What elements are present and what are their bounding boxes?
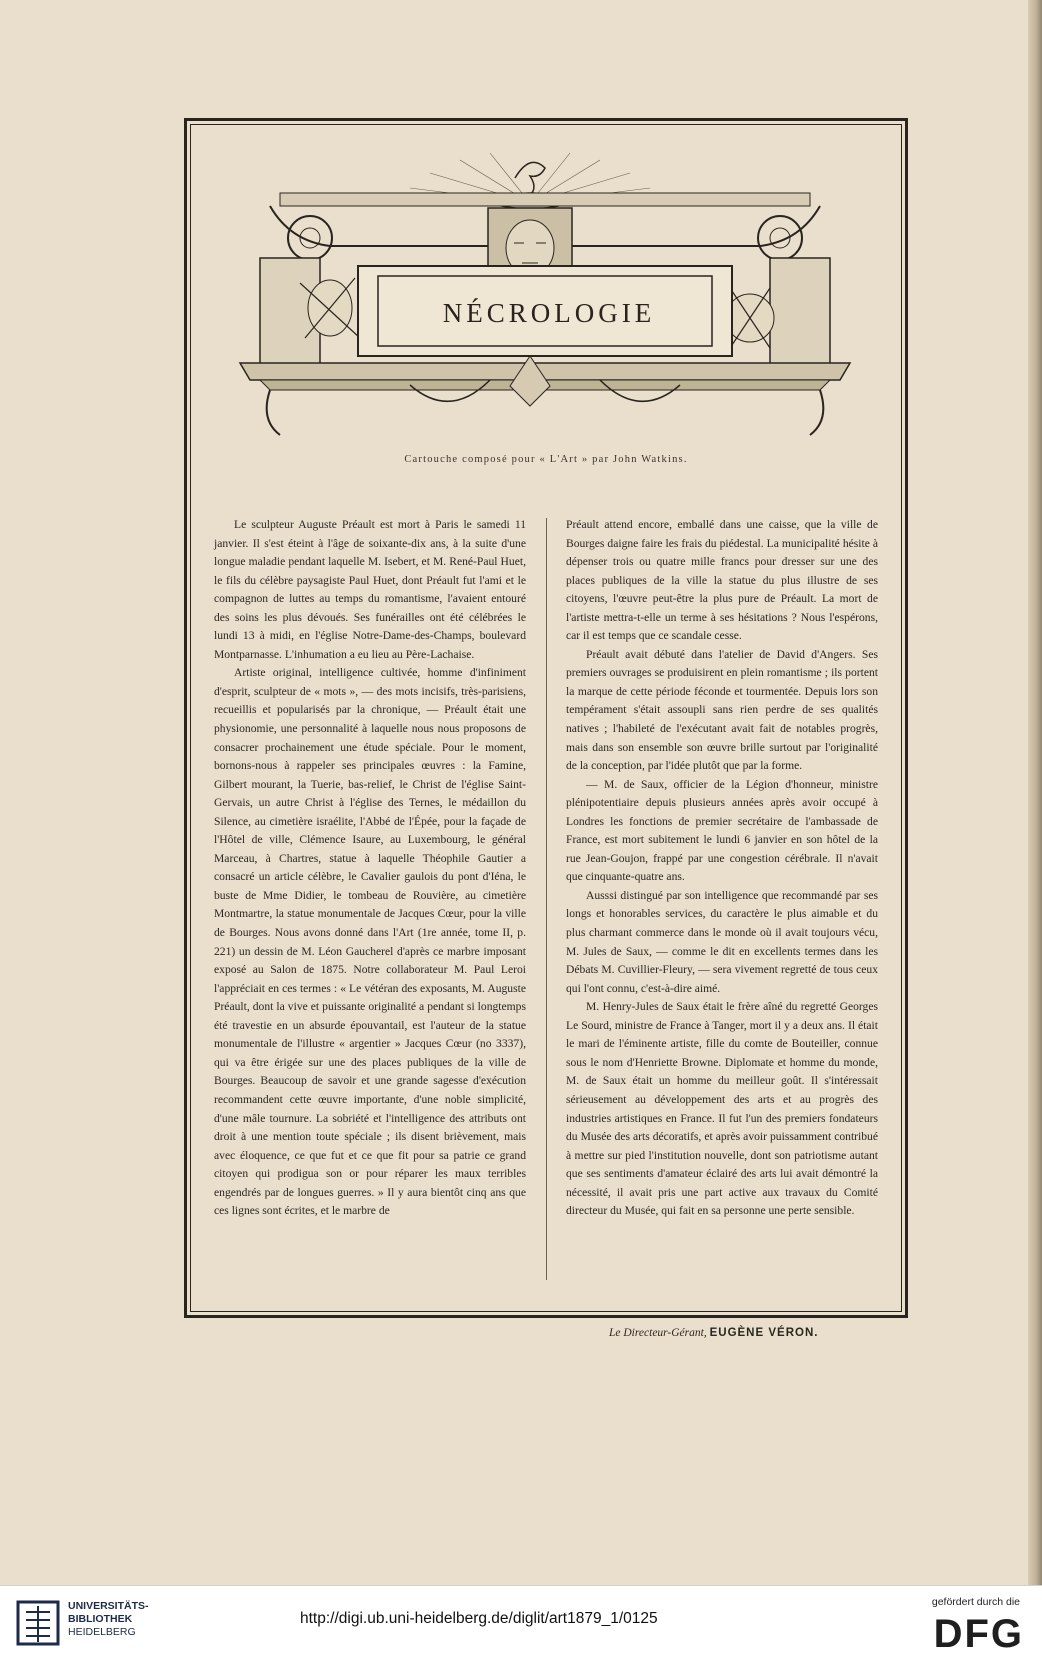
- column-divider: [546, 518, 547, 1280]
- library-line: BIBLIOTHEK: [68, 1613, 133, 1625]
- dfg-logo[interactable]: DFG: [933, 1612, 1024, 1656]
- paragraph: Préault avait débuté dans l'atelier de David d'Angers. Ses premiers ouvrages se produisirent en plein romantisme ; ils portent la marque de cette période féconde et tourmentée. Depuis lors son tempérament s'était assoupli sans rien perdre de ses qualités natives ; l'habileté de l'exécutant avait fait de notables progrès, mais dans son ensemble son œuvre brille surtout par l'originalité de la conception, par l'idée plutôt que par la forme.: [566, 647, 878, 773]
- university-seal-icon: [14, 1598, 62, 1648]
- paragraph: M. Henry-Jules de Saux était le frère aîné du regretté Georges Le Sourd, ministre de France à Tanger, mort il y a deux ans. Il était le mari de l'éminente artiste, fille du comte de Bouteiller, connue sous le nom d'Henriette Browne. Diplomate et homme du monde, M. de Saux était un homme du meilleur goût. Il s'intéressait sérieusement au développement des arts et au progrès des industries artistiques en France. Il fut l'un des premiers fondateurs du Musée des arts décoratifs, et après avoir puissamment contribué à mettre sur pied l'institution nouvelle, dont son patriotisme autant que ses sentiments d'amateur éclairé des arts lui avait démontré la nécessité, il avait pris une part active aux travaux du Comité directeur du Musée, qui fait en sa personne une perte sensible.: [566, 1000, 878, 1218]
- article-columns: [214, 516, 878, 1288]
- paragraph: — M. de Saux, officier de la Légion d'honneur, ministre plénipotentiaire depuis plusieurs années après avoir occupé à Londres les fonctions de premier secrétaire de l'ambassade de France, est mort subitement le lundi 6 janvier en son hôtel de la rue Jean-Goujon, frappé par une congestion cérébrale. Il n'avait que cinquante-quatre ans.: [566, 777, 878, 884]
- right-column: [566, 516, 878, 1288]
- cartouche-ornament-icon: [230, 148, 860, 440]
- left-column: [214, 516, 526, 1288]
- funder-label: gefördert durch die: [931, 1596, 1020, 1608]
- paragraph: Préault attend encore, emballé dans une caisse, que la ville de Bourges daigne faire les frais du piédestal. La municipalité hésite à dépenser trois ou quatre mille francs pour dresser sur une des places publiques de la ville la statue du plus illustre de ses citoyens, l'œuvre peut-être la plus pure de Préault. La mort de l'artiste mettra-t-elle un terme à ses hésitations ? Nous l'espérons, car il est temps que ce scandale cesse.: [566, 518, 878, 643]
- cartouche-engraving: [230, 148, 860, 440]
- page-edge: [1028, 0, 1042, 1585]
- signature-name: EUGÈNE VÉRON.: [709, 1327, 819, 1339]
- cartouche-title: NÉCROLOGIE: [442, 298, 656, 328]
- signature: [609, 1327, 909, 1339]
- library-line: UNIVERSITÄTS-: [68, 1600, 149, 1612]
- paragraph: Artiste original, intelligence cultivée, homme d'infiniment d'esprit, sculpteur de « mots », — des mots incisifs, très-parisiens, recueillis et popularisés par la chronique, — Préault était une physionomie, une personnalité à laquelle nous nous proposons de consacrer prochainement une étude spéciale. Pour le moment, bornons-nous à rappeler ses principales œuvres : la Famine, Gilbert mourant, la Tuerie, bas-relief, le Christ de l'église Saint-Gervais, un autre Christ à l'église des Ternes, le médaillon du Silence, au cimetière israélite, l'Abbé de l'Épée, pour la façade de l'Hôtel de ville, Clémence Isaure, au Luxembourg, le général Marceau, à Chartres, statue à laquelle Théophile Gautier a consacré un article célèbre, le Cavalier gaulois du pont d'Iéna, le buste de Mme Didier, le tombeau de Rouvière, au cimetière Montmartre, la statue monumentale de Jacques Cœur, pour la ville de Bourges. Nous avons donné dans l'Art (1re année, tome II, p. 221) un dessin de M. Léon Gaucherel d'après ce marbre imposant exposé au Salon de 1875. Notre collaborateur M. Paul Leroi l'appréciait en ces termes : « Le vétéran des exposants, M. Auguste Préault, dont la vive et puissante originalité a pendant si longtemps été travestie en un absurde épouvantail, est l'auteur de la statue monumentale de l'illustre « argentier » Jacques Cœur (no 3337), qui va être érigée sur une des places publiques de la ville de Bourges. Beaucoup de savoir et une grande sagesse d'exécution recommandent cette œuvre importante, d'une noble simplicité, d'une mâle tournure. La sobriété et l'intelligence des attributs ont droit à une mention toute spéciale ; ils disent brièvement, mais avec éloquence, ce que fut et ce que fit pour sa patrie ce grand citoyen qui prodigua son or pour réparer les maux terribles engendrés par de longues guerres. » Il y aura bientôt cinq ans que ces lignes sont écrites, et le marbre de: [214, 666, 526, 1218]
- signature-role: Le Directeur-Gérant,: [609, 1327, 707, 1339]
- cartouche-caption: Cartouche composé pour « L'Art » par John Watkins.: [404, 454, 688, 465]
- library-name[interactable]: [68, 1600, 149, 1639]
- permalink-url[interactable]: http://digi.ub.uni-heidelberg.de/diglit/art1879_1/0125: [300, 1610, 658, 1627]
- library-line: HEIDELBERG: [68, 1626, 136, 1638]
- paragraph: Ausssi distingué par son intelligence que recommandé par ses longs et honorables services, du caractère le plus aimable et du plus charmant commerce dans le monde où il avait toujours vécu, M. Jules de Saux, — comme le dit en excellents termes dans les Débats M. Cuvillier-Fleury, — sera vivement regretté de tous ceux qui l'ont connu, c'est-à-dire aimé.: [566, 888, 878, 995]
- viewer-footer: [0, 1585, 1042, 1661]
- paragraph: Le sculpteur Auguste Préault est mort à Paris le samedi 11 janvier. Il s'est éteint à l'âge de soixante-dix ans, à la suite d'une longue maladie pendant laquelle M. Isebert, et M. René-Paul Huet, le fils du célèbre paysagiste Paul Huet, dont Préault fut l'ami et le compagnon de luttes au temps du romantisme, l'avaient entouré des soins les plus dévoués. Ses funérailles ont été célébrées le lundi 13 à midi, en l'église Notre-Dame-des-Champs, boulevard Montparnasse. L'inhumation a eu lieu au Père-Lachaise.: [214, 518, 526, 661]
